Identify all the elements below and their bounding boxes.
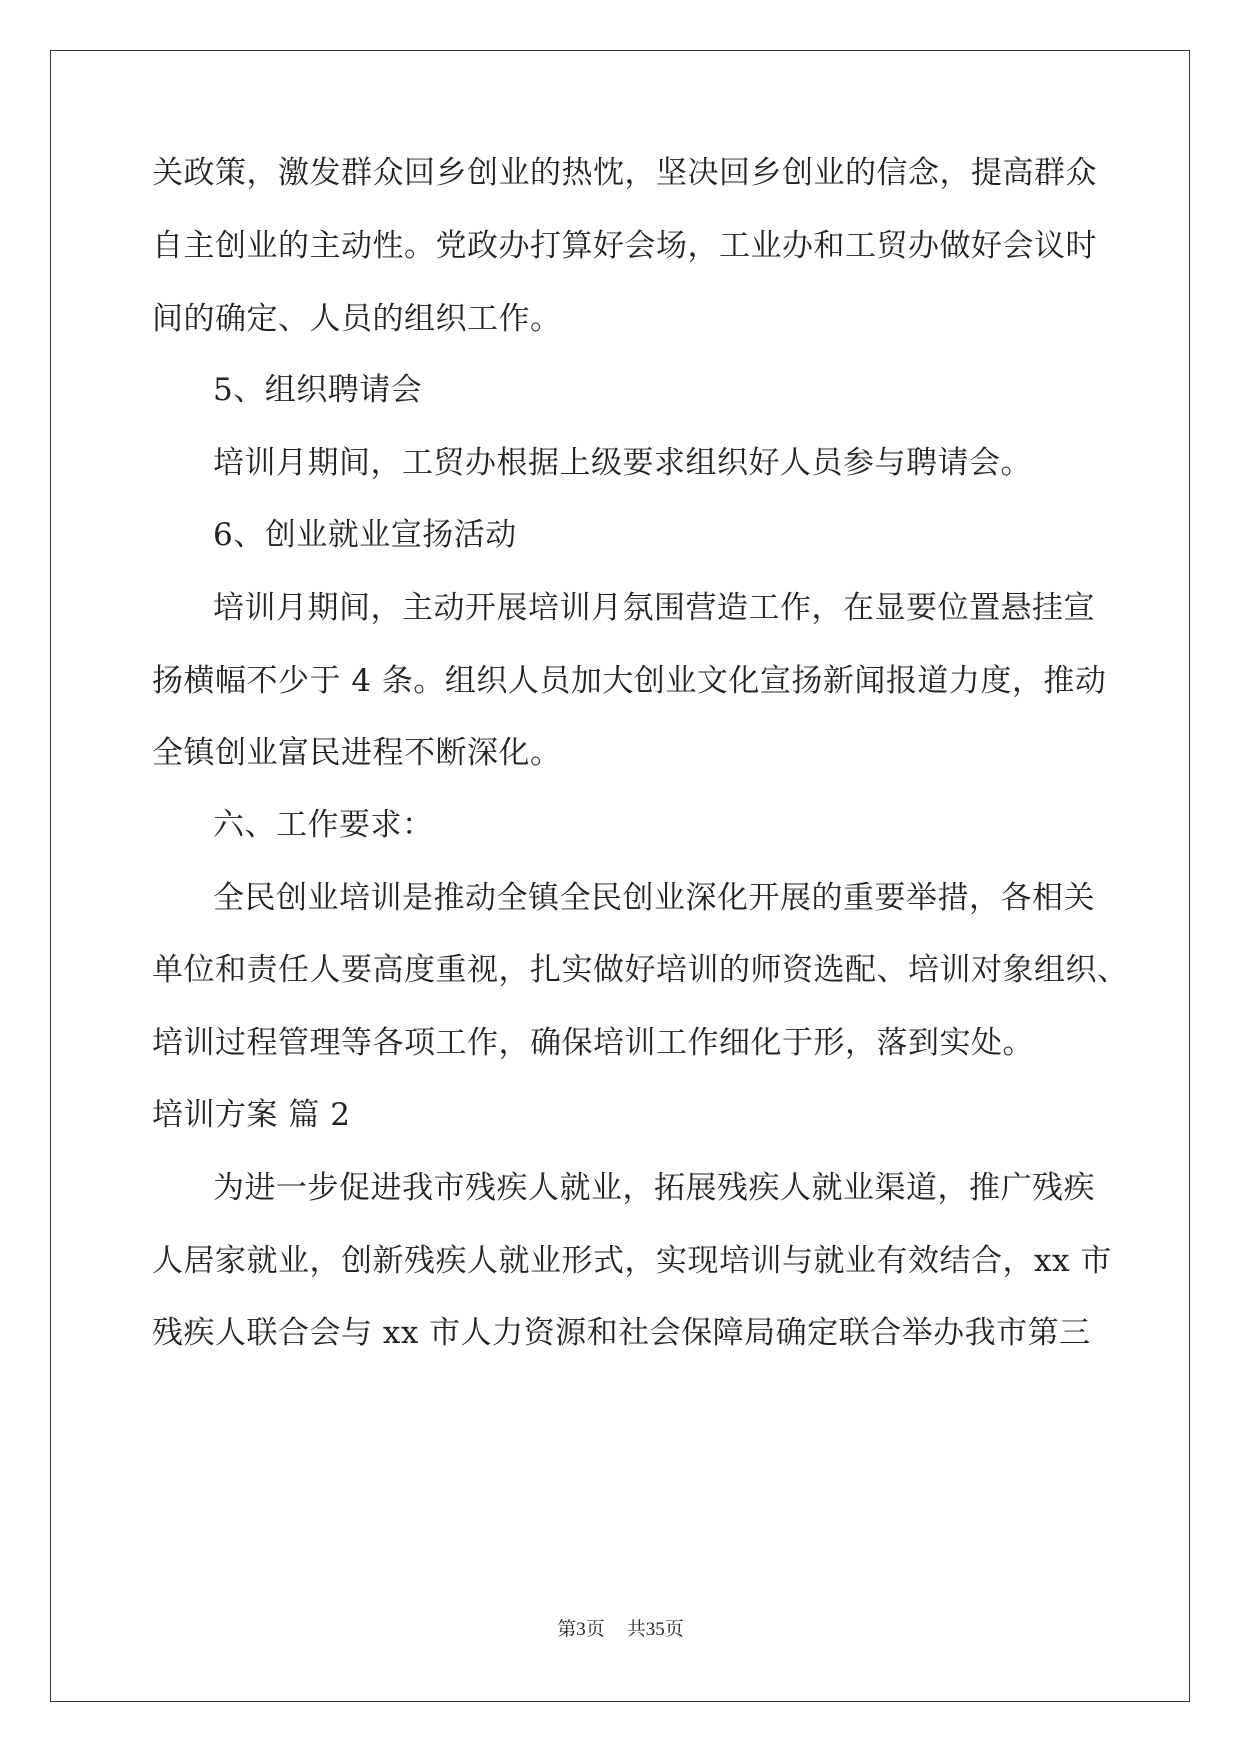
body-line: 培训月期间，主动开展培训月氛围营造工作，在显要位置悬挂宣 bbox=[213, 590, 1095, 626]
section-heading: 六、工作要求： bbox=[213, 807, 434, 843]
page-border bbox=[50, 50, 1190, 1702]
body-line: 人居家就业，创新残疾人就业形式，实现培训与就业有效结合，xx 市 bbox=[152, 1243, 1112, 1279]
body-line: 关政策，激发群众回乡创业的热忱，坚决回乡创业的信念，提高群众 bbox=[152, 155, 1097, 191]
section-heading: 5、组织聘请会 bbox=[213, 372, 423, 408]
body-line: 为进一步促进我市残疾人就业，拓展残疾人就业渠道，推广残疾 bbox=[213, 1170, 1095, 1206]
body-line: 间的确定、人员的组织工作。 bbox=[152, 301, 562, 337]
page-number: 3 bbox=[576, 1619, 586, 1640]
body-line: 全民创业培训是推动全镇全民创业深化开展的重要举措，各相关 bbox=[213, 880, 1095, 916]
page-footer bbox=[0, 1614, 1241, 1641]
page-total: 35 bbox=[645, 1619, 665, 1640]
chapter-title: 培训方案 篇 2 bbox=[152, 1097, 351, 1133]
page-prefix: 第 bbox=[557, 1618, 577, 1640]
body-line: 单位和责任人要高度重视，扎实做好培训的师资选配、培训对象组织、 bbox=[152, 952, 1129, 988]
body-line: 全镇创业富民进程不断深化。 bbox=[152, 735, 562, 771]
body-line: 扬横幅不少于 4 条。组织人员加大创业文化宣扬新闻报道力度，推动 bbox=[152, 663, 1107, 699]
page-suffix: 页 bbox=[585, 1618, 605, 1640]
body-line: 培训过程管理等各项工作，确保培训工作细化于形，落到实处。 bbox=[152, 1025, 1034, 1061]
body-line: 残疾人联合会与 xx 市人力资源和社会保障局确定联合举办我市第三 bbox=[152, 1315, 1091, 1351]
body-line: 培训月期间，工贸办根据上级要求组织好人员参与聘请会。 bbox=[213, 445, 1032, 481]
body-line: 自主创业的主动性。党政办打算好会场，工业办和工贸办做好会议时 bbox=[152, 228, 1097, 264]
section-heading: 6、创业就业宣扬活动 bbox=[213, 517, 517, 553]
total-prefix: 共 bbox=[626, 1618, 646, 1640]
total-suffix: 页 bbox=[664, 1618, 684, 1640]
